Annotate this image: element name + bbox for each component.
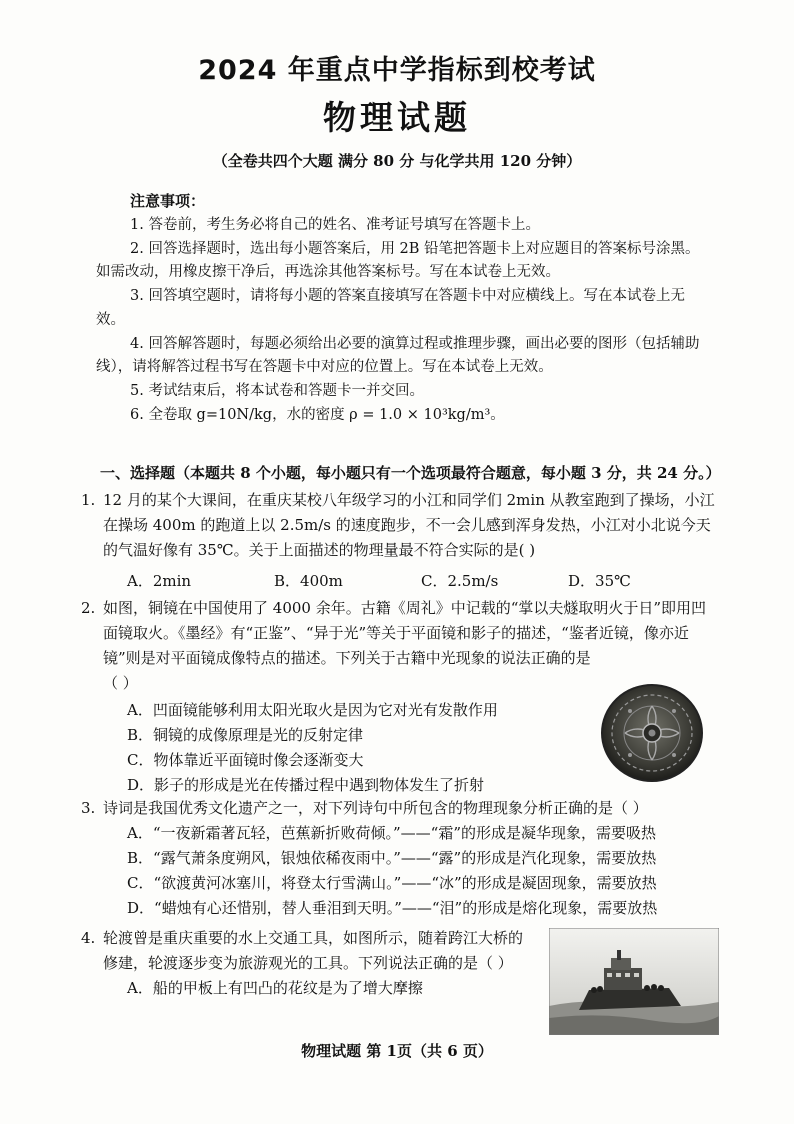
page-footer: 物理试题 第 1页（共 6 页） — [301, 1042, 493, 1060]
question-stem: 诗词是我国优秀文化遗产之一，对下列诗句中所包含的物理现象分析正确的是（ ） — [103, 799, 648, 817]
question-stem: 如图，铜镜在中国使用了 4000 余年。古籍《周礼》中记载的“掌以夫燧取明火于日”即用凹面镜取火。《墨经》有“正鉴”、“异于光”等关于平面镜和影子的描述，“鉴者近镜，像亦近镜”则是对平面镜成像特点的描述。下列关于古籍中光现象的说法正确的是 — [103, 599, 707, 667]
exam-subtitle: （全卷共四个大题 满分 80 分 与化学共用 120 分钟） — [212, 152, 582, 170]
question-4 — [81, 926, 533, 1001]
section-heading: 一、选择题（本题共 8 个小题，每小题只有一个选项最符合题意，每小题 3 分，共 24 分。） — [100, 464, 721, 482]
note-item: 4. 回答解答题时，每题必须给出必要的演算过程或推理步骤，画出必要的图形（包括辅助线），请将解答过程书写在答题卡中对应的位置上。写在本试卷上无效。 — [96, 335, 700, 376]
ferry-photo — [549, 928, 719, 1035]
option-b: B．400m — [274, 572, 343, 590]
bronze-mirror-image — [600, 683, 704, 783]
question-stem: 轮渡曾是重庆重要的水上交通工具，如图所示，随着跨江大桥的修建，轮渡逐步变为旅游观光的工具。下列说法正确的是（ ） — [103, 929, 524, 972]
note-item: 6. 全卷取 g=10N/kg，水的密度 ρ = 1.0 × 10³kg/m³。 — [130, 406, 505, 423]
option-b: B．“露气萧条度朔风，银烛依稀夜雨中。”——“露”的形成是汽化现象，需要放热 — [127, 849, 657, 867]
question-number: 3. — [81, 799, 96, 817]
subject-title: 物理试题 — [323, 98, 471, 137]
notes-list — [96, 214, 706, 427]
option-c: C．“欲渡黄河冰塞川，将登太行雪满山。”——“冰”的形成是凝固现象，需要放热 — [127, 874, 657, 892]
notes-heading: 注意事项： — [130, 192, 206, 210]
options-row — [103, 569, 715, 594]
question-number: 4. — [81, 929, 96, 947]
option-c: C．物体靠近平面镜时像会逐渐变大 — [127, 751, 364, 769]
option-a: A．凹面镜能够利用太阳光取火是因为它对光有发散作用 — [127, 701, 498, 719]
option-b: B．铜镜的成像原理是光的反射定律 — [127, 726, 364, 744]
note-item: 2. 回答选择题时，选出每小题答案后，用 2B 铅笔把答题卡上对应题目的答案标号涂黑。如需改动，用橡皮擦干净后，再选涂其他答案标号。写在本试卷上无效。 — [96, 240, 700, 281]
question-number: 2. — [81, 599, 96, 617]
note-item: 5. 考试结束后，将本试卷和答题卡一并交回。 — [130, 382, 424, 399]
option-a: A．“一夜新霜著瓦轻，芭蕉新折败荷倾。”——“霜”的形成是凝华现象，需要吸热 — [127, 824, 657, 842]
option-a: A．船的甲板上有凹凸的花纹是为了增大摩擦 — [127, 979, 423, 997]
note-item: 1. 答卷前，考生务必将自己的姓名、准考证号填写在答题卡上。 — [130, 217, 540, 233]
option-d: D．“蜡烛有心还惜别，替人垂泪到天明。”——“泪”的形成是熔化现象，需要放热 — [127, 899, 658, 917]
option-c: C．2.5m/s — [421, 572, 499, 590]
exam-title: 2024 年重点中学指标到校考试 — [198, 55, 596, 86]
option-d: D．35℃ — [568, 572, 631, 590]
question-number: 1. — [81, 491, 96, 509]
question-stem: 12 月的某个大课间，在重庆某校八年级学习的小江和同学们 2min 从教室跑到了操场，小江在操场 400m 的跑道上以 2.5m/s 的速度跑步，不一会儿感到浑身发热，小江对小北说今天的气温好像有 35℃。关于上面描述的物理量最不符合实际的是( ) — [103, 491, 715, 559]
answer-blank: （ ） — [103, 674, 138, 692]
option-d: D．影子的形成是光在传播过程中遇到物体发生了折射 — [127, 776, 485, 794]
question-3 — [81, 796, 715, 921]
question-1 — [81, 488, 715, 594]
option-a: A．2min — [127, 572, 192, 590]
note-item: 3. 回答填空题时，请将每小题的答案直接填写在答题卡中对应横线上。写在本试卷上无效。 — [96, 288, 685, 328]
